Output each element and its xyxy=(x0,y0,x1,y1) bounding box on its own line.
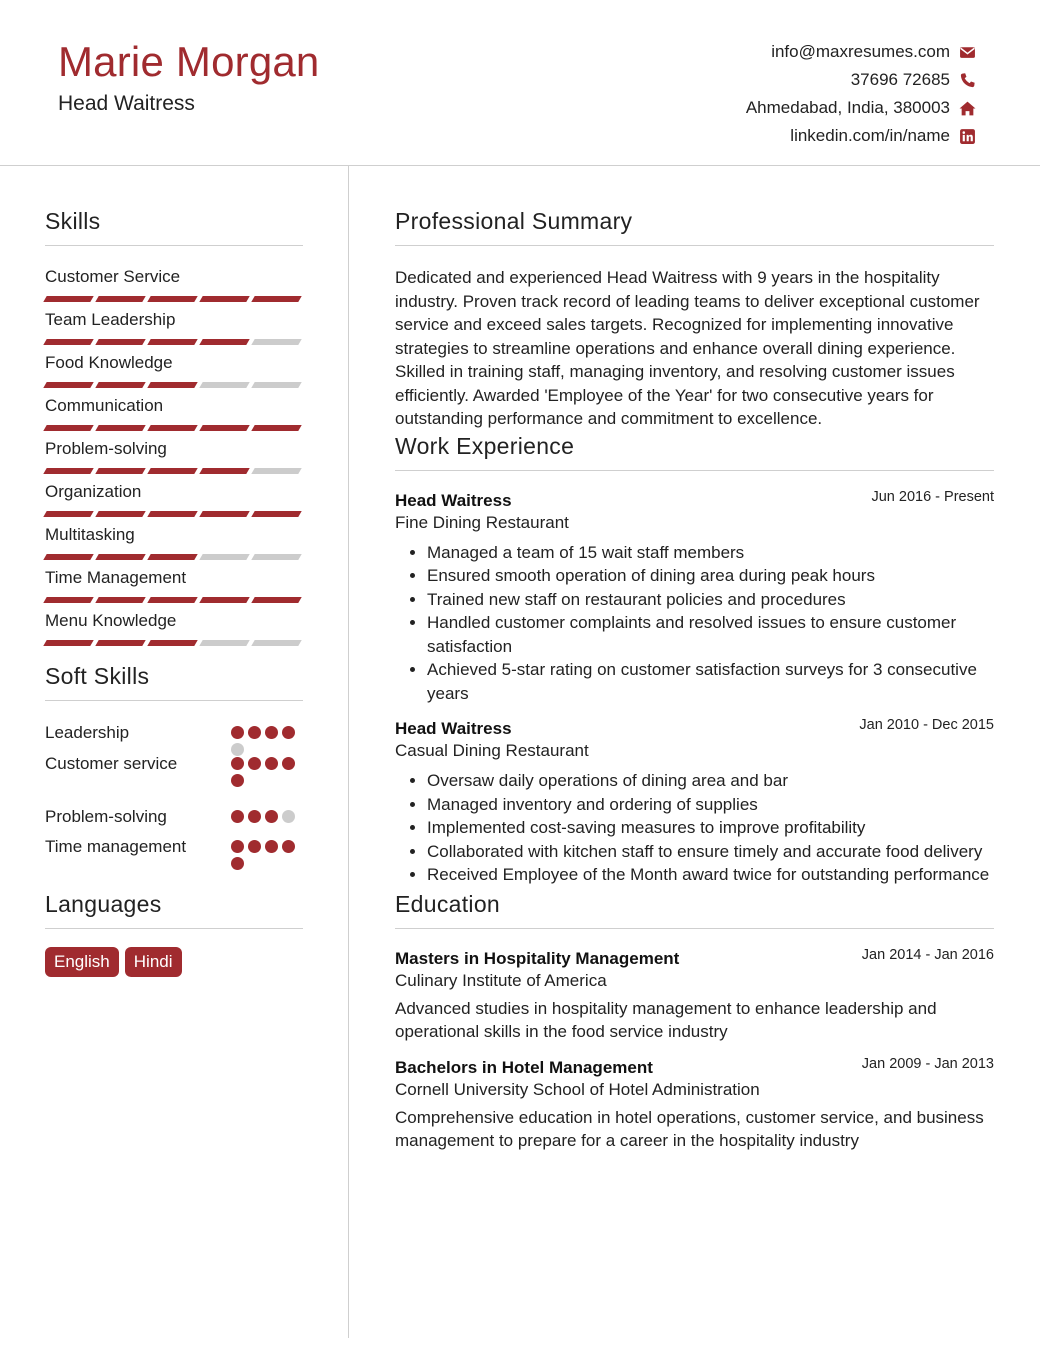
degree-title: Bachelors in Hotel Management xyxy=(395,1057,653,1077)
skill-name: Customer Service xyxy=(45,267,181,286)
responsibility-item: • Managed inventory and ordering of supplies xyxy=(427,793,994,817)
soft-skills-heading: Soft Skills xyxy=(45,663,303,701)
skill-level-segment xyxy=(251,382,301,388)
rating-dot xyxy=(231,857,244,870)
skill-item xyxy=(45,438,303,481)
rating-dot xyxy=(231,774,244,787)
responsibility-list xyxy=(395,769,994,887)
soft-skill-item xyxy=(45,752,303,805)
skill-level-segment xyxy=(147,425,197,431)
skill-level-segment xyxy=(199,296,249,302)
soft-skill-name: Problem-solving xyxy=(45,807,167,826)
soft-skill-name: Time management xyxy=(45,837,187,856)
language-chip: English xyxy=(45,947,119,977)
rating-dot xyxy=(231,840,244,853)
skill-level-bar xyxy=(45,339,303,345)
contact-linkedin[interactable] xyxy=(746,122,976,150)
skill-level-segment xyxy=(95,554,145,560)
job-title: Head Waitress xyxy=(395,490,512,510)
skill-name: Time Management xyxy=(45,568,187,587)
responsibility-item: • Oversaw daily operations of dining area and bar xyxy=(427,769,994,793)
education-entry xyxy=(395,1055,994,1153)
employer-name: Fine Dining Restaurant xyxy=(395,512,569,532)
summary-heading: Professional Summary xyxy=(395,208,994,246)
skill-item xyxy=(45,610,303,653)
skill-name: Multitasking xyxy=(45,525,135,544)
contact-email[interactable] xyxy=(746,38,976,66)
skill-level-segment xyxy=(251,640,301,646)
languages-heading: Languages xyxy=(45,891,303,929)
responsibility-item: • Collaborated with kitchen staff to ensure timely and accurate food delivery xyxy=(427,840,994,864)
skills-heading: Skills xyxy=(45,208,303,246)
skill-level-segment xyxy=(199,339,249,345)
skill-level-segment xyxy=(147,554,197,560)
education-description: Comprehensive education in hotel operations, customer service, and business management to prepare for a career in the hospitality industry xyxy=(395,1107,984,1150)
skill-level-segment xyxy=(251,511,301,517)
skill-level-segment xyxy=(95,511,145,517)
contact-phone[interactable] xyxy=(746,66,976,94)
skill-level-segment xyxy=(43,296,93,302)
skill-item xyxy=(45,524,303,567)
skill-item xyxy=(45,481,303,524)
responsibility-item: • Implemented cost-saving measures to improve profitability xyxy=(427,816,994,840)
soft-skill-rating xyxy=(231,805,303,823)
skill-level-segment xyxy=(199,554,249,560)
job-dates: Jan 2010 - Dec 2015 xyxy=(859,717,994,733)
resume-header xyxy=(0,0,1040,166)
skill-level-segment xyxy=(95,382,145,388)
rating-dot xyxy=(248,810,261,823)
skill-level-segment xyxy=(95,640,145,646)
skills-list xyxy=(45,266,303,653)
contact-phone-text: 37696 72685 xyxy=(850,70,950,89)
institution-name: Cornell University School of Hotel Administration xyxy=(395,1079,760,1099)
rating-dot xyxy=(231,726,244,739)
experience-entry xyxy=(395,719,994,887)
skill-level-segment xyxy=(199,425,249,431)
skill-level-segment xyxy=(251,468,301,474)
skill-level-bar xyxy=(45,597,303,603)
rating-dot xyxy=(248,726,261,739)
skill-name: Communication xyxy=(45,396,164,415)
experience-heading: Work Experience xyxy=(395,433,994,471)
skill-name: Menu Knowledge xyxy=(45,611,177,630)
soft-skill-name: Customer service xyxy=(45,754,178,773)
education-dates: Jan 2014 - Jan 2016 xyxy=(861,946,994,963)
responsibility-list xyxy=(395,541,994,706)
rating-dot xyxy=(282,840,295,853)
education-entry xyxy=(395,946,994,1044)
degree-title: Masters in Hospitality Management xyxy=(395,948,680,968)
skill-level-segment xyxy=(43,468,93,474)
contact-address-text: Ahmedabad, India, 380003 xyxy=(745,98,950,117)
skill-level-segment xyxy=(199,468,249,474)
column-divider xyxy=(348,166,349,1338)
responsibility-item: • Ensured smooth operation of dining area during peak hours xyxy=(427,564,994,588)
skill-name: Food Knowledge xyxy=(45,353,173,372)
skill-level-segment xyxy=(95,425,145,431)
soft-skills-list xyxy=(45,721,303,881)
skill-name: Team Leadership xyxy=(45,310,176,329)
soft-skill-rating xyxy=(231,752,303,787)
skill-level-bar xyxy=(45,640,303,646)
rating-dot xyxy=(248,757,261,770)
skill-level-segment xyxy=(43,554,93,560)
skill-item xyxy=(45,395,303,438)
candidate-title: Head Waitress xyxy=(58,92,195,115)
languages-list xyxy=(45,947,303,977)
skill-level-bar xyxy=(45,425,303,431)
skill-level-segment xyxy=(251,296,301,302)
skill-level-segment xyxy=(199,511,249,517)
institution-name: Culinary Institute of America xyxy=(395,970,607,990)
soft-skill-rating xyxy=(231,721,303,756)
envelope-icon xyxy=(958,43,976,61)
rating-dot xyxy=(248,840,261,853)
rating-dot xyxy=(265,810,278,823)
skill-level-segment xyxy=(147,511,197,517)
soft-skill-item xyxy=(45,835,303,881)
rating-dot xyxy=(282,757,295,770)
responsibility-item: • Managed a team of 15 wait staff members xyxy=(427,541,994,565)
employer-name: Casual Dining Restaurant xyxy=(395,741,589,760)
skill-level-segment xyxy=(43,511,93,517)
soft-skill-name: Leadership xyxy=(45,723,130,742)
soft-skill-rating xyxy=(231,835,303,870)
summary-text: Dedicated and experienced Head Waitress with 9 years in the hospitality industry. Proven track record of leading teams to deliver exceptional customer service and exceed sales targets. Recognized for implementing innovative strategies to streamline operations and enhance overall dining experience. Skilled in training staff, managing inventory, and resolving customer issues efficiently. Awarded 'Employee of the Year' for two consecutive years for outstanding performance and commitment to excellence. xyxy=(395,268,980,428)
skill-level-segment xyxy=(147,382,197,388)
skill-level-segment xyxy=(251,339,301,345)
job-dates: Jun 2016 - Present xyxy=(871,488,994,505)
skill-level-bar xyxy=(45,468,303,474)
experience-entry xyxy=(395,488,994,706)
skill-level-segment xyxy=(95,597,145,603)
skill-level-segment xyxy=(43,425,93,431)
rating-dot xyxy=(265,757,278,770)
education-description: Advanced studies in hospitality management to enhance leadership and operational skills in the food service industry xyxy=(395,998,937,1041)
skill-name: Organization xyxy=(45,482,142,501)
skill-level-segment xyxy=(199,640,249,646)
skill-level-bar xyxy=(45,382,303,388)
responsibility-item: • Achieved 5-star rating on customer satisfaction surveys for 3 consecutive years xyxy=(427,658,994,705)
skill-level-segment xyxy=(43,640,93,646)
skill-level-segment xyxy=(251,597,301,603)
education-list xyxy=(395,946,994,1153)
skill-level-segment xyxy=(251,554,301,560)
skill-level-bar xyxy=(45,554,303,560)
skill-level-segment xyxy=(43,339,93,345)
skill-level-bar xyxy=(45,296,303,302)
skill-level-segment xyxy=(147,468,197,474)
experience-list xyxy=(395,488,994,887)
skill-level-segment xyxy=(199,382,249,388)
rating-dot xyxy=(231,810,244,823)
skill-item xyxy=(45,352,303,395)
right-column xyxy=(395,208,994,1153)
education-heading: Education xyxy=(395,891,994,929)
linkedin-icon xyxy=(958,127,976,145)
contact-block xyxy=(746,38,976,150)
skill-level-segment xyxy=(95,339,145,345)
contact-email-text: info@maxresumes.com xyxy=(771,42,950,61)
skill-item xyxy=(45,567,303,610)
candidate-name: Marie Morgan xyxy=(58,38,320,85)
skill-level-segment xyxy=(95,296,145,302)
skill-level-bar xyxy=(45,511,303,517)
skill-level-segment xyxy=(147,296,197,302)
skill-level-segment xyxy=(95,468,145,474)
skill-item xyxy=(45,309,303,352)
language-chip: Hindi xyxy=(125,947,182,977)
rating-dot xyxy=(231,757,244,770)
skill-level-segment xyxy=(251,425,301,431)
soft-skill-item xyxy=(45,805,303,835)
contact-address xyxy=(746,94,976,122)
home-icon xyxy=(958,99,976,117)
rating-dot xyxy=(265,726,278,739)
skill-level-segment xyxy=(199,597,249,603)
skill-level-segment xyxy=(43,382,93,388)
skill-item xyxy=(45,266,303,309)
responsibility-item: • Handled customer complaints and resolved issues to ensure customer satisfaction xyxy=(427,611,994,658)
rating-dot xyxy=(282,726,295,739)
skill-level-segment xyxy=(147,640,197,646)
skill-level-segment xyxy=(43,597,93,603)
responsibility-item: • Trained new staff on restaurant policies and procedures xyxy=(427,588,994,612)
contact-linkedin-text: linkedin.com/in/name xyxy=(790,126,950,145)
rating-dot xyxy=(265,840,278,853)
skill-level-segment xyxy=(147,339,197,345)
responsibility-item: • Received Employee of the Month award twice for outstanding performance xyxy=(427,863,994,887)
soft-skill-item xyxy=(45,721,303,752)
phone-icon xyxy=(958,71,976,89)
left-column xyxy=(45,208,303,977)
skill-level-segment xyxy=(147,597,197,603)
job-title: Head Waitress xyxy=(395,719,512,738)
rating-dot xyxy=(282,810,295,823)
education-dates: Jan 2009 - Jan 2013 xyxy=(861,1055,994,1072)
skill-name: Problem-solving xyxy=(45,439,167,458)
